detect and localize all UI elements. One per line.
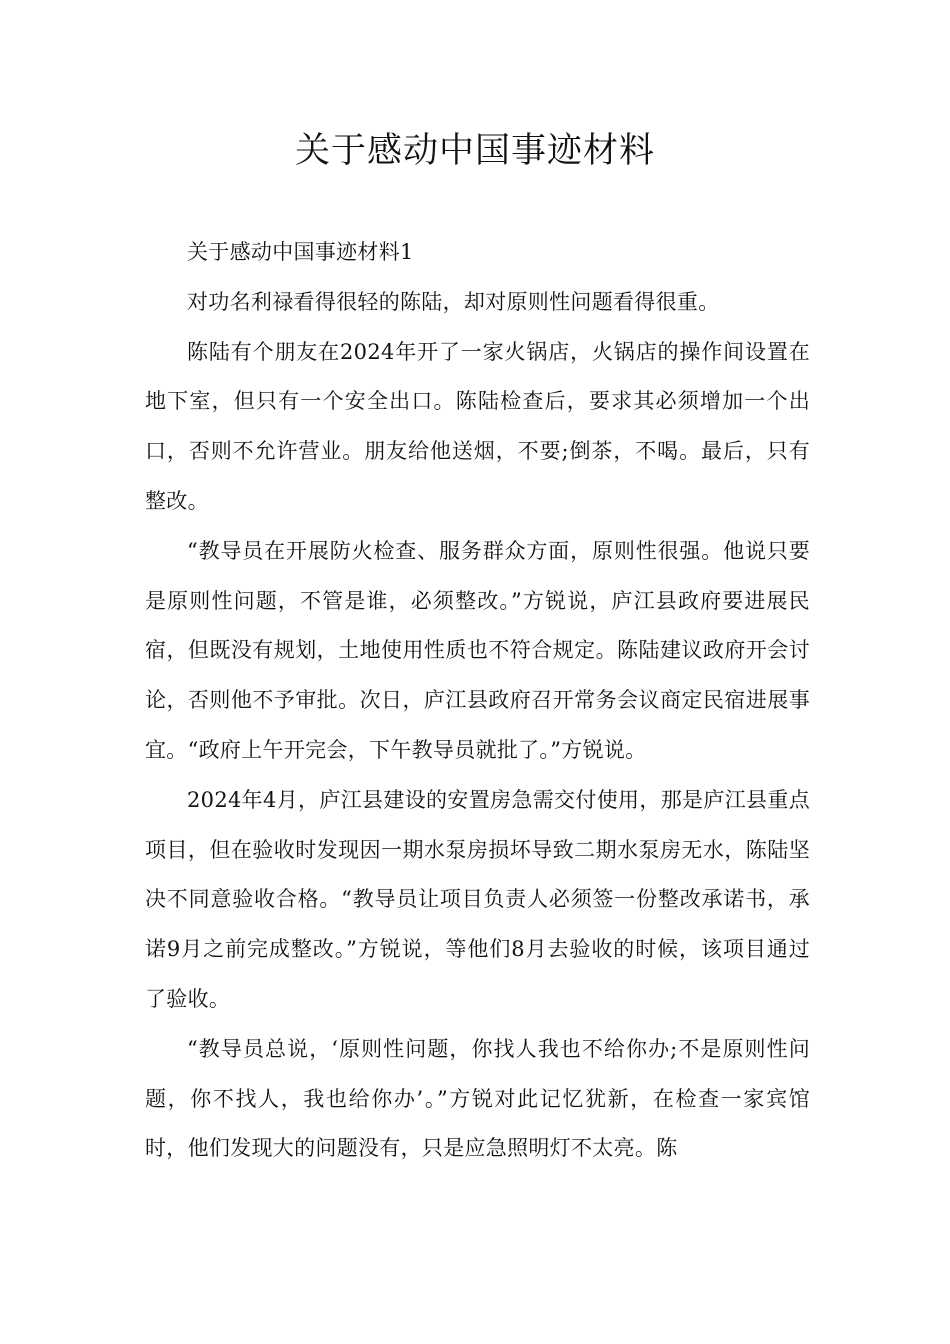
paragraph: 陈陆有个朋友在2024年开了一家火锅店，火锅店的操作间设置在地下室，但只有一个安全出口。陈陆检查后，要求其必须增加一个出口，否则不允许营业。朋友给他送烟，不要;倒茶，不喝。最后，只有整改。 (145, 339, 810, 513)
paragraph: “教导员总说，‘原则性问题，你找人我也不给你办;不是原则性问题，你不找人，我也给你办’。”方锐对此记忆犹新，在检查一家宾馆时，他们发现大的问题没有，只是应急照明灯不太亮。陈 (145, 1036, 810, 1161)
paragraph: “教导员在开展防火检查、服务群众方面，原则性很强。他说只要是原则性问题，不管是谁，必须整改。”方锐说，庐江县政府要进展民宿，但既没有规划，土地使用性质也不符合规定。陈陆建议政府开会讨论，否则他不予审批。次日，庐江县政府召开常务会议商定民宿进展事宜。“政府上午开完会，下午教导员就批了。”方锐说。 (145, 538, 810, 762)
paragraph: 对功名利禄看得很轻的陈陆，却对原则性问题看得很重。 (187, 289, 720, 314)
document-title: 关于感动中国事迹材料 (294, 131, 655, 171)
document-body (145, 228, 810, 1174)
paragraph: 2024年4月，庐江县建设的安置房急需交付使用，那是庐江县重点项目，但在验收时发现因一期水泵房损坏导致二期水泵房无水，陈陆坚决不同意验收合格。“教导员让项目负责人必须签一份整改承诺书，承诺9月之前完成整改。”方锐说，等他们8月去验收的时候，该项目通过了验收。 (145, 787, 810, 1011)
paragraph-subtitle: 关于感动中国事迹材料1 (187, 240, 414, 264)
